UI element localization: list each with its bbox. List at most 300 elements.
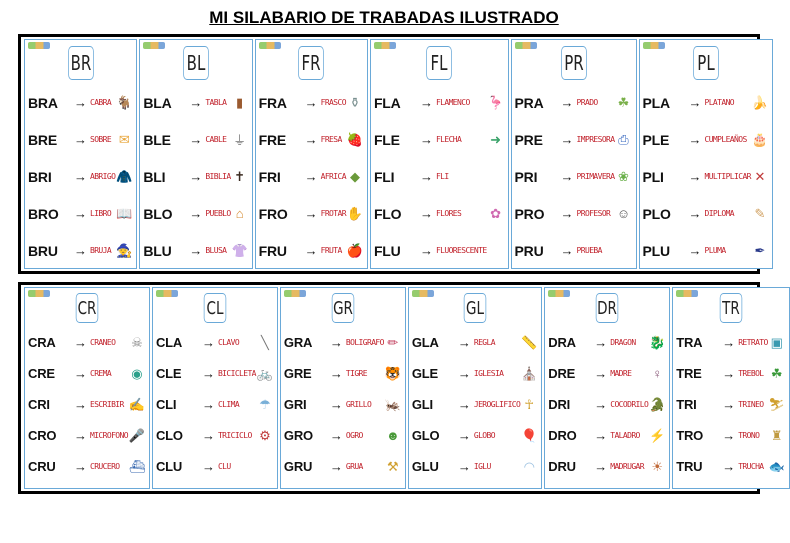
syllable-label: GRA: [283, 335, 313, 350]
arrow-icon: →: [419, 95, 433, 110]
board-icon: ▮: [236, 94, 244, 110]
example-word: FLUORESCENTE: [435, 246, 487, 255]
example-word: MULTIPLICAR: [704, 172, 751, 181]
syllable-label: CLI: [155, 397, 177, 412]
blouse-icon: 👚: [231, 242, 248, 258]
arrow-icon: →: [722, 459, 736, 474]
arrow-icon: →: [189, 132, 203, 147]
syllable-label: FLU: [373, 242, 401, 259]
arrow-icon: →: [201, 459, 215, 474]
syllable-row: [409, 389, 541, 420]
example-word: FRESA: [320, 135, 342, 144]
syllable-label: FRU: [258, 242, 287, 259]
example-word: BRUJA: [90, 246, 112, 255]
syllable-card-bl: [139, 39, 252, 269]
brand-logo: [515, 42, 537, 49]
arrow-icon: →: [688, 206, 702, 221]
arrow-icon: →: [722, 397, 736, 412]
syllable-row: [371, 158, 508, 195]
syllable-label: BLI: [143, 168, 166, 185]
hieroglyph-icon: ☥: [524, 396, 535, 412]
arrow-icon: →: [304, 243, 318, 258]
envelope-icon: ✉: [118, 131, 130, 147]
example-word: CLU: [217, 462, 231, 471]
teacher-icon: ☺: [616, 206, 631, 221]
arrow-icon: →: [560, 206, 574, 221]
syllable-row: [371, 121, 508, 158]
rub-icon: ✋: [346, 205, 364, 221]
brand-logo: [284, 290, 306, 297]
syllable-card-pl: [639, 39, 773, 269]
arrow-icon: →: [74, 132, 87, 147]
syllable-row: [371, 232, 508, 269]
example-word: DIPLOMA: [704, 209, 735, 218]
syllable-row: [371, 195, 508, 232]
syllable-label: TRO: [676, 428, 704, 443]
sled-icon: ⛷: [768, 396, 785, 412]
blank-icon: [615, 241, 633, 261]
arrow-icon: →: [304, 206, 318, 221]
syllable-row: [25, 420, 149, 451]
arrow-icon: →: [594, 428, 608, 443]
syllable-row: [545, 420, 669, 451]
syllable-label: CLE: [155, 366, 182, 381]
syllable-label: FLI: [373, 168, 395, 185]
syllable-label: BRA: [28, 94, 58, 111]
syllable-row: [140, 84, 251, 121]
syllable-row: [281, 358, 405, 389]
example-word: TABLA: [205, 98, 227, 107]
syllable-row: [25, 158, 136, 195]
arrow-icon: →: [189, 243, 203, 258]
syllable-label: FRA: [258, 94, 287, 111]
syllable-card-fr: [255, 39, 368, 269]
top-syllable-block: [18, 34, 768, 274]
syllable-row: [371, 84, 508, 121]
arrow-icon: →: [457, 459, 471, 474]
syllable-row: [140, 195, 251, 232]
syllable-label: BRU: [28, 242, 58, 259]
syllable-row: [640, 84, 772, 121]
church-icon: ⛪: [521, 365, 538, 381]
arrow-icon: →: [560, 95, 574, 110]
arrow-icon: →: [457, 335, 471, 350]
example-word: CLIMA: [217, 400, 240, 409]
flowers-icon: ✿: [490, 205, 501, 221]
syllable-label: TRU: [676, 459, 703, 474]
arrow-icon: →: [329, 366, 343, 381]
syllable-label: PRA: [514, 94, 544, 111]
arrow-icon: →: [594, 459, 608, 474]
brand-logo: [143, 42, 165, 49]
example-word: PRUEBA: [576, 246, 602, 255]
example-word: COCODRILO: [610, 400, 649, 409]
fish-icon: 🐟: [768, 458, 785, 474]
card-header: PR: [561, 46, 587, 80]
tricycle-icon: ⚙: [259, 427, 271, 443]
cake-icon: 🎂: [751, 131, 768, 147]
syllable-label: GLU: [411, 459, 439, 474]
arrow-icon: →: [594, 397, 608, 412]
example-word: PLUMA: [704, 246, 726, 255]
flamingo-icon: 🦩: [487, 94, 504, 110]
syllable-label: PRI: [514, 168, 538, 185]
coat-icon: 🧥: [116, 168, 133, 184]
example-word: MADRUGAR: [610, 462, 644, 471]
example-word: CABLE: [205, 135, 227, 144]
brand-logo: [374, 42, 396, 49]
arrow-icon: →: [688, 95, 702, 110]
example-word: BIBLIA: [205, 172, 231, 181]
example-word: ESCRIBIR: [90, 400, 124, 409]
example-word: CREMA: [90, 369, 112, 378]
syllable-row: [140, 121, 251, 158]
arrow-icon: →: [329, 428, 343, 443]
arrow-icon: →: [329, 335, 343, 350]
arrow-icon: →: [74, 428, 87, 443]
printer-icon: ⎙: [618, 131, 629, 147]
syllable-row: [25, 121, 136, 158]
arrow-icon: →: [304, 95, 318, 110]
example-word: OGRO: [345, 431, 363, 440]
syllable-row: [545, 389, 669, 420]
microphone-icon: 🎤: [128, 427, 146, 443]
syllable-row: [409, 420, 541, 451]
spring-icon: ❀: [618, 168, 629, 184]
mother-icon: ♀: [652, 366, 663, 381]
example-word: CUMPLEAÑOS: [704, 135, 747, 144]
arrow-icon: →: [419, 206, 433, 221]
arrow-icon: →: [189, 169, 203, 184]
syllable-label: PLA: [642, 94, 670, 111]
example-word: LIBRO: [90, 209, 112, 218]
example-word: CRANEO: [90, 338, 116, 347]
card-header: TR: [720, 293, 743, 323]
syllable-label: FRI: [258, 168, 281, 185]
arrow-icon: →: [419, 169, 433, 184]
igloo-icon: ◠: [523, 458, 535, 474]
syllable-label: GLE: [411, 366, 438, 381]
arrow-icon: →: [688, 132, 702, 147]
syllable-row: [673, 420, 789, 451]
writing-icon: ✍: [128, 396, 146, 412]
syllable-row: [640, 121, 772, 158]
card-header: FR: [299, 46, 325, 80]
arrow-icon: →: [74, 95, 87, 110]
syllable-row: [409, 451, 541, 482]
syllable-label: PRU: [514, 242, 544, 259]
syllable-card-pr: [511, 39, 637, 269]
arrow-icon: →: [419, 243, 433, 258]
syllable-label: CRU: [28, 459, 56, 474]
witch-icon: 🧙: [116, 242, 133, 258]
arrow-icon: →: [560, 169, 574, 184]
syllable-row: [256, 195, 367, 232]
arrow-icon: →: [304, 169, 318, 184]
fruit-icon: 🍎: [346, 242, 364, 258]
brand-logo: [156, 290, 178, 297]
arrow-icon: →: [329, 459, 343, 474]
arrow-icon: →: [594, 335, 608, 350]
example-word: PLATANO: [704, 98, 735, 107]
dragon-icon: 🐉: [649, 334, 666, 350]
pen-icon: ✏: [387, 334, 399, 350]
syllable-label: BRE: [28, 131, 57, 148]
syllable-row: [153, 358, 277, 389]
sunrise-icon: ☀: [651, 458, 664, 474]
example-word: RETRATO: [738, 338, 768, 347]
syllable-label: BLA: [143, 94, 172, 111]
blank-icon: [256, 457, 274, 477]
example-word: FLECHA: [435, 135, 462, 144]
syllable-row: [256, 232, 367, 269]
card-header: BR: [68, 46, 94, 80]
example-word: TREBOL: [738, 369, 764, 378]
example-word: JEROGLIFICO: [473, 400, 521, 409]
syllable-card-tr: [672, 287, 790, 489]
syllable-row: [25, 358, 149, 389]
example-word: TALADRO: [610, 431, 640, 440]
syllable-label: TRE: [676, 366, 702, 381]
syllable-row: [153, 451, 277, 482]
syllable-row: [673, 327, 789, 358]
syllable-row: [140, 232, 251, 269]
syllable-row: [640, 232, 772, 269]
example-word: GRUA: [345, 462, 363, 471]
example-word: DRAGON: [610, 338, 636, 347]
syllable-label: CRA: [28, 335, 56, 350]
syllable-row: [256, 158, 367, 195]
syllable-row: [153, 389, 277, 420]
syllable-row: [281, 327, 405, 358]
syllable-row: [281, 451, 405, 482]
throne-icon: ♜: [770, 427, 783, 443]
arrow-icon: →: [560, 132, 574, 147]
arrow-icon: →: [74, 366, 87, 381]
arrow-icon: →: [329, 397, 343, 412]
example-word: FLAMENCO: [435, 98, 470, 107]
example-word: TRICICLO: [217, 431, 252, 440]
bible-icon: ✝: [234, 168, 246, 184]
syllable-label: DRO: [548, 428, 577, 443]
syllable-label: FLA: [373, 94, 401, 111]
weather-icon: ☂: [259, 396, 271, 412]
arrow-icon: →: [74, 335, 87, 350]
example-word: PROFESOR: [576, 209, 611, 218]
syllable-label: GLA: [411, 335, 439, 350]
syllable-label: BLU: [143, 242, 172, 259]
crane-icon: ⚒: [387, 458, 399, 474]
syllable-row: [673, 451, 789, 482]
syllable-row: [153, 327, 277, 358]
syllable-label: GRE: [283, 366, 312, 381]
syllable-row: [640, 195, 772, 232]
example-word: ABRIGO: [90, 172, 116, 181]
goat-icon: 🐐: [116, 94, 133, 110]
example-word: BOLIGRAFO: [345, 338, 384, 347]
example-word: CLAVO: [217, 338, 240, 347]
arrow-icon: →: [688, 169, 702, 184]
arrow-icon: →: [457, 428, 471, 443]
syllable-row: [25, 232, 136, 269]
example-word: PUEBLO: [205, 209, 231, 218]
syllable-label: GRI: [283, 397, 307, 412]
plug-icon: ⏚: [233, 133, 247, 148]
brand-logo: [676, 290, 698, 297]
syllable-label: CRE: [28, 366, 55, 381]
syllable-label: PRO: [514, 205, 545, 222]
brand-logo: [28, 42, 50, 49]
syllable-label: BLE: [143, 131, 171, 148]
feather-pen-icon: ✒: [754, 242, 766, 258]
syllable-row: [409, 327, 541, 358]
example-word: BICICLETA: [217, 369, 256, 378]
syllable-label: DRI: [548, 397, 571, 412]
ruler-icon: 📏: [521, 334, 538, 350]
card-header: CR: [76, 293, 99, 323]
drill-icon: ⚡: [649, 427, 666, 443]
example-word: TRUCHA: [738, 462, 764, 471]
card-header: CL: [204, 293, 227, 323]
card-header: BL: [183, 46, 209, 80]
syllable-card-cr: [24, 287, 150, 489]
example-word: SOBRE: [90, 135, 112, 144]
brand-logo: [548, 290, 570, 297]
syllable-label: PLU: [642, 242, 670, 259]
syllable-label: CRO: [28, 428, 57, 443]
strawberry-icon: 🍓: [346, 131, 364, 147]
syllable-row: [512, 158, 636, 195]
arrow-icon: →: [201, 397, 215, 412]
arrow-icon: →: [201, 366, 215, 381]
syllable-row: [25, 327, 149, 358]
card-header: GR: [332, 293, 355, 323]
syllable-card-gl: [408, 287, 542, 489]
example-word: BLUSA: [205, 246, 227, 255]
syllable-card-gr: [280, 287, 406, 489]
syllable-label: FLE: [373, 131, 400, 148]
example-word: MADRE: [610, 369, 632, 378]
syllable-row: [25, 389, 149, 420]
card-header: FL: [426, 46, 452, 80]
syllable-card-fl: [370, 39, 509, 269]
tiger-icon: 🐯: [384, 365, 401, 381]
example-word: PRADO: [576, 98, 598, 107]
card-header: PL: [693, 46, 719, 80]
example-word: PRIMAVERA: [576, 172, 615, 181]
arrow-icon: →: [201, 428, 215, 443]
book-icon: 📖: [116, 205, 133, 221]
syllable-label: CLO: [155, 428, 183, 443]
example-word: MICROFONO: [90, 431, 128, 440]
syllable-label: CRI: [28, 397, 50, 412]
bicycle-icon: 🚲: [256, 365, 273, 381]
syllable-row: [545, 327, 669, 358]
example-word: IGLESIA: [473, 369, 504, 378]
syllable-label: BRI: [28, 168, 52, 185]
example-word: REGLA: [473, 338, 495, 347]
syllable-row: [512, 195, 636, 232]
syllable-row: [512, 232, 636, 269]
example-word: GLOBO: [473, 431, 495, 440]
syllable-row: [281, 420, 405, 451]
syllable-row: [545, 358, 669, 389]
arrow-icon: →: [560, 243, 574, 258]
nail-icon: ╲: [260, 334, 269, 350]
syllable-row: [25, 195, 136, 232]
blank-icon: [487, 241, 505, 261]
clover-icon: ☘: [770, 365, 783, 381]
cream-icon: ◉: [131, 365, 143, 381]
syllable-label: TRI: [676, 397, 697, 412]
arrow-icon: →: [189, 95, 203, 110]
page-title: MI SILABARIO DE TRABADAS ILUSTRADO: [209, 8, 559, 27]
africa-map-icon: ◆: [349, 168, 360, 184]
arrow-icon: →: [594, 366, 608, 381]
syllable-label: GLI: [411, 397, 433, 412]
example-word: TRINEO: [738, 400, 764, 409]
arrow-icon: →: [457, 366, 471, 381]
syllable-row: [140, 158, 251, 195]
syllable-row: [25, 84, 136, 121]
ogre-icon: ☻: [386, 428, 400, 443]
example-word: FLORES: [435, 209, 462, 218]
syllable-row: [256, 84, 367, 121]
syllable-label: BLO: [143, 205, 173, 222]
balloon-icon: 🎈: [521, 427, 538, 443]
syllable-label: FRE: [258, 131, 287, 148]
syllable-label: PLE: [642, 131, 670, 148]
syllable-label: CLA: [155, 335, 183, 350]
syllable-label: BRO: [28, 205, 59, 222]
syllable-row: [640, 158, 772, 195]
example-word: CABRA: [90, 98, 112, 107]
syllable-label: GRU: [283, 459, 313, 474]
cricket-icon: 🦗: [384, 396, 401, 412]
syllable-label: FLO: [373, 205, 402, 222]
arrow-icon: →: [74, 169, 87, 184]
brand-logo: [412, 290, 434, 297]
blank-icon: [487, 167, 505, 187]
syllable-card-cl: [152, 287, 278, 489]
banana-icon: 🍌: [751, 94, 768, 110]
example-word: FRUTA: [320, 246, 342, 255]
crocodile-icon: 🐊: [649, 396, 666, 412]
syllable-label: DRA: [548, 335, 576, 350]
syllable-row: [281, 389, 405, 420]
example-word: IGLU: [473, 462, 491, 471]
arrow-icon: →: [189, 206, 203, 221]
syllable-card-br: [24, 39, 137, 269]
ship-icon: ⛴: [128, 458, 146, 474]
syllable-row: [545, 451, 669, 482]
brand-logo: [643, 42, 665, 49]
syllable-label: GRO: [283, 428, 313, 443]
syllable-row: [25, 451, 149, 482]
example-word: TRONO: [738, 431, 760, 440]
arrow-right-icon: ➜: [490, 131, 501, 147]
syllable-row: [512, 121, 636, 158]
village-icon: ⌂: [235, 206, 244, 221]
arrow-icon: →: [201, 335, 215, 350]
jar-icon: ⚱: [349, 94, 361, 110]
syllable-row: [153, 420, 277, 451]
meadow-icon: ☘: [617, 94, 630, 110]
brand-logo: [259, 42, 281, 49]
arrow-icon: →: [457, 397, 471, 412]
arrow-icon: →: [74, 397, 87, 412]
card-header: DR: [596, 293, 619, 323]
